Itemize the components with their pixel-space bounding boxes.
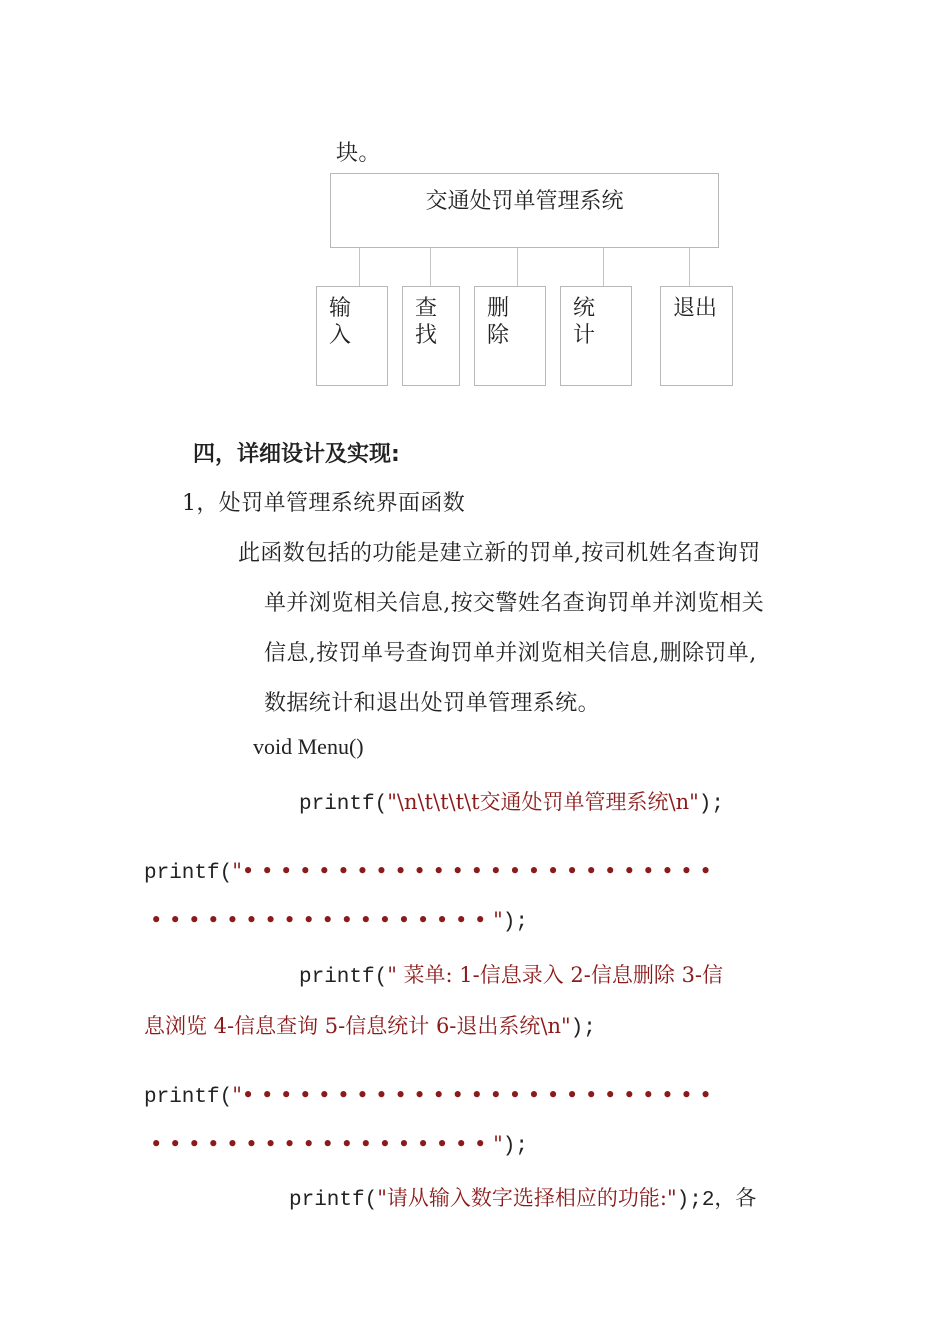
subsection-heading: 1，处罚单管理系统界面函数 (182, 491, 466, 516)
code-line-menu-cont (144, 1010, 596, 1040)
description-line: 此函数包括的功能是建立新的罚单,按司机姓名查询罚 (238, 541, 761, 566)
printf-call: printf( (299, 793, 388, 816)
statement-end: ); (570, 1017, 596, 1040)
statement-end: ); (502, 911, 528, 934)
code-line-separator (144, 1083, 712, 1109)
string-literal: • • • • • • • • • • • • • • • • • • " (150, 1132, 503, 1156)
code-line-separator-cont (150, 908, 528, 934)
diagram-child-delete (474, 286, 546, 386)
description-line: 数据统计和退出处罚单管理系统。 (264, 691, 601, 716)
printf-call: printf( (299, 966, 388, 989)
statement-end: ); (698, 793, 725, 816)
description-line: 信息,按罚单号查询罚单并浏览相关信息,删除罚单, (264, 641, 757, 666)
code-line-menu (299, 959, 723, 989)
code-line-prompt (289, 1182, 756, 1212)
connector-line (689, 248, 690, 286)
string-literal: "请从输入数字选择相应的功能:" (377, 1186, 677, 1210)
diagram-child-label: 输 入 (329, 296, 352, 348)
diagram-child-exit (660, 286, 733, 386)
diagram-root-label: 交通处罚单管理系统 (425, 189, 624, 214)
printf-call: printf( (144, 1086, 233, 1109)
diagram-child-search (402, 286, 460, 386)
string-literal: "• • • • • • • • • • • • • • • • • • • • • • • • • (232, 1083, 712, 1107)
connector-line (517, 248, 518, 286)
diagram-child-label: 统 计 (573, 296, 596, 348)
statement-end: );2，各 (676, 1189, 757, 1212)
connector-line (603, 248, 604, 286)
code-line-separator (144, 859, 712, 885)
description-line: 单并浏览相关信息,按交警姓名查询罚单并浏览相关 (264, 591, 765, 616)
printf-call: printf( (289, 1189, 378, 1212)
diagram-child-label: 删 除 (487, 296, 510, 348)
string-literal: "\n\t\t\t\t交通处罚单管理系统\n" (387, 790, 699, 814)
connector-line (430, 248, 431, 286)
diagram-root-box (330, 173, 719, 248)
string-literal: • • • • • • • • • • • • • • • • • • " (150, 908, 503, 932)
code-line-title (299, 786, 724, 816)
string-literal: "• • • • • • • • • • • • • • • • • • • • • • • • • (232, 859, 712, 883)
printf-call: printf( (144, 862, 233, 885)
diagram-child-label: 查 找 (415, 296, 438, 348)
section-heading: 四，详细设计及实现: (193, 442, 400, 467)
statement-end: ); (502, 1135, 528, 1158)
code-line-separator-cont (150, 1132, 528, 1158)
diagram-child-stats (560, 286, 632, 386)
string-literal: 息浏览 4-信息查询 5-信息统计 6-退出系统\n" (144, 1014, 571, 1038)
diagram-child-label: 退出 (673, 296, 718, 321)
function-signature: void Menu() (253, 734, 364, 759)
connector-line (359, 248, 360, 286)
diagram-child-input (316, 286, 388, 386)
intro-fragment: 块。 (336, 141, 381, 166)
string-literal: " 菜单: 1-信息录入 2-信息删除 3-信 (387, 963, 724, 987)
